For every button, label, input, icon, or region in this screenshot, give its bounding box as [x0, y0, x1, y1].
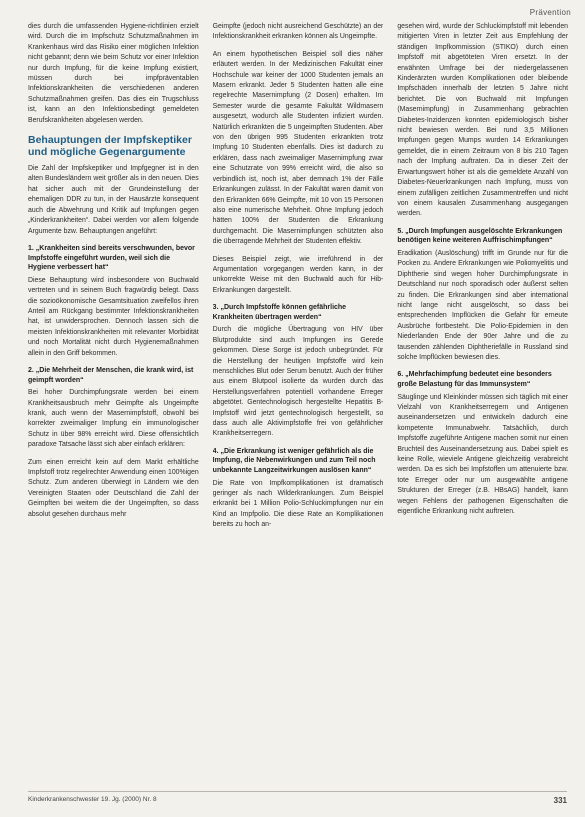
paragraph: Die Rate von Impfkomplikationen ist dramatisch geringer als nach Wilderkrankungen. Zum Beispiel erkrankt bei 1 Million Polio-Schluckimpfungen nur ein Kind an Impfpolio. Die diese Rate an Komplikationen bereits zu hoch an- [212, 479, 384, 529]
paragraph: Zum einen erreicht kein auf dem Markt erhältliche Impfstoff trotz regelrechter Anwendung einen 100%igen Schutz. Zum anderen überwiegt in Ländern wie den Vereinigten Staaten oder Deutschland die Zahl der Geimpften bei weitem die der Ungeimpften, so dass absolut gesehen durchaus mehr [28, 458, 199, 518]
paragraph: gesehen wird, wurde der Schluckimpfstoff mit lebenden mitigierten Viren in letzter Zeit aus Empfehlung der ständigen Impfkommission (STIKO) durch einen Impfstoff mit abgetöteten Viren ersetzt. In der erwähnten Umfrage bei der niedergelassenen Kinderärzten wurden Komplikationen oder bleibende Impfschäden innerhalb der letzten 5 Jahre nicht berichtet. Die von Buchwald mit Impfungen (Masernimpfung) in Zusammenhang gebrachten Diabetes-Inzidenzen konnten epidemiologisch bisher nicht bewiesen werden. Bei rund 3,5 Millionen Impfungen gegen Mumps wurden 14 Erkrankungen gemeldet, die in einem Zeitraum von 8 bis 210 Tagen nach der Impfung auftraten. Da in dieser Zeit der Erwartungswert höher ist als die gemeldete Anzahl von Diabetes-Neuerkrankungen nach Impfung, muss von einem zufälligen zeitlichen Zusammentreffen und nicht von einem kausalen Zusammenhang ausgegangen werden. [397, 23, 569, 218]
paragraph: Diese Behauptung wird insbesondere von Buchwald vertreten und in seinem Buch fragwürdig belegt. Dass die sozioökonomische Gesamtsituation zweifellos ihren Anteil am Rückgang bestimmter Infektionskrankheiten hat, ist unwidersprochen. Dennoch lassen sich die meisten Infektionskrankheiten mit relevanter Morbidität und noch Mortalität nicht durch Hygienemaßnahmen allein in den Griff bekommen. [28, 276, 199, 357]
article-body [28, 22, 568, 782]
paragraph: Durch die mögliche Übertragung von HIV über Blutprodukte sind auch Impfungen ins Gerede gekommen. Diese Sorge ist jedoch unbegründet. Für die Herstellung der heutigen Impfstoffe wird kein menschliches Blut oder Serum benutzt. Auch der früher aus einem Blutpool isolierte da wurden durch das Herstellungsverfahren potentiell vorhandene Erreger abgetötet. Gentechnologisch hergestellte Hepatitis B-Impfstoff wird jetzt gentechnologisch hergestellt, so dass auch alle Aktivimpfstoffe frei von gefährlicher Krankheitserregern. [212, 326, 384, 438]
column-3 [397, 22, 568, 782]
paragraph: Die Zahl der Impfskeptiker und Impfgegner ist in den alten Bundesländern weit größer als in den neuen. Dies hat sicher auch mit der Grundeinstellung der ehemaligen DDR zu tun, in der Hausärzte konsequent auch die Abwehrung und Kritik auf Impfungen gegen „Kinderkrankheiten“. Dabei werden vor allem folgende Argumente bzw. Behauptungen angeführt: [28, 165, 199, 235]
paragraph: Dieses Beispiel zeigt, wie irreführend in der Argumentation vorgegangen werden kann, in der unkorrekte Weise mit den Buchwald auch für Hib-Erkrankungen dargestellt. [212, 255, 384, 294]
column-1 [28, 22, 199, 782]
subheading-claim-6: 6. „Mehrfachimpfung bedeutet eine besonders große Belastung für das Immunsystem“ [397, 371, 552, 388]
paragraph: An einem hypothetischen Beispiel soll dies näher erläutert werden. In der Medizinischen Fakultät einer Hochschule war keiner der 1000 Studenten jemals an Masern erkrankt. Jeder 5 Studenten hatten alle eine regelrechte Masernimpfung (2 Dosen) erhalten. Im Semester wurde die gesamte Fakultät Wildmasern ausgesetzt, wodurch alle Studenten infiziert wurden. Natürlich erkrankten die 5 ungeimpften Studenten. Aber von den übrigen 995 Studenten erkrankten trotz Impfung 10 Studenten ebenfalls. Dies ist dadurch zu erklären, dass nach zweimaliger Masernimpfung zwar eine Schutzrate von 99% erreicht wird, die also so verbindlich ist, noch ist, aber demnach 1% der Fälle Erkrankungen zulässt. In der Fakultät waren damit von den Erkrankten 66% Geimpfte, mit 10 von 15 Personen also eine numerische Mehrheit. Ohne Impfung jedoch hätten 100% der Studenten die Erkrankung durchgemacht. Die Masernimpfungen schützten also die überragende Mehrheit der Studenten effektiv. [212, 50, 384, 246]
subheading-claim-3: 3. „Durch Impfstoffe können gefährliche Krankheiten übertragen werden“ [212, 304, 347, 321]
section-tag: Prävention [529, 8, 571, 17]
journal-citation: Kinderkrankenschwester 19. Jg. (2000) Nr. 8 [28, 796, 157, 803]
subheading-claim-5: 5. „Durch Impfungen ausgelöschte Erkrankungen benötigen keine weiteren Auffrischimpfungen“ [397, 227, 563, 245]
paragraph: Geimpfte (jedoch nicht ausreichend Geschützte) an der Infektionskrankheit erkranken können als Ungeimpfte. [212, 23, 384, 41]
subheading-claim-2: 2. „Die Mehrheit der Menschen, die krank wird, ist geimpft worden“ [28, 366, 194, 384]
page-number: 331 [553, 796, 567, 805]
column-2 [213, 22, 384, 782]
section-heading: Behauptungen der Impfskeptiker und mögliche Gegenargumente [28, 134, 192, 159]
subheading-claim-4: 4. „Die Erkrankung ist weniger gefährlich als die Impfung, die Nebenwirkungen und zum Teil noch unbekannte Langzeitwirkungen auslösen kann“ [212, 447, 376, 474]
paragraph: Säuglinge und Kleinkinder müssen sich täglich mit einer Vielzahl von Krankheitserregern und Antigenen auseinandersetzen und entwickeln dadurch eine kompetente Immunabwehr. Tatsächlich, durch Impfstoffe zugeführte Antigene machen somit nur einen Bruchteil des Auseinandersetzung aus. Dabei spielt es keine Rolle, wieviele Antigene gleichzeitig verabreicht werden. Da es sich bei Impfstoffen um attenuierte bzw. tote Erreger oder nur um ausgewählte antigene Strukturen der Erreger (z.B. HBsAG) handelt, kann wegen Fehlens der pathogenen Eigenschaften die eigentliche Erkrankung nicht auftreten. [397, 393, 569, 516]
paragraph: dies durch die umfassenden Hygiene-richtlinien erzielt wird. Durch die im Impfschutz Schutzmaßnahmen im Krankenhaus wird das Risiko einer möglichen Infektion nicht gebannt; denn wie beim Schutz vor einer Infektion nur durch Impfung, für die keine Impfung existiert, müssen durch bei impfpräventablen Infektionskrankheiten die verschiedenen anderen Schutzmaßnahmen greifen. Das dies ein Trugschluss ist, kann an den Infektionsbedingt gemeldeten Berufskrankheiten abgelesen werden. [28, 23, 199, 124]
subheading-claim-1: 1. „Krankheiten sind bereits verschwunden, bevor Impfstoffe eingeführt wurden, weil sich die Hygiene verbessert hat“ [28, 244, 195, 272]
paragraph: Bei hoher Durchimpfungsrate werden bei einem Krankheitsausbruch mehr Geimpfte als Ungeimpfte krank, auch wenn der Masernimpfstoff, obwohl bei korrekter zweimaliger Impfung ein immunologischer Schutz in über 98% erreicht wird. Diese offensichtlich paradoxe Tatsache lässt sich aber einfach erklären: [28, 389, 199, 449]
paragraph: Eradikation (Auslöschung) trifft im Grunde nur für die Pocken zu. Andere Erkrankungen wie Poliomyelitis und Diphtherie sind wegen hoher Durchimpfungsrate in Deutschland nur noch sporadisch oder äußerst selten zu finden. Die Erkrankungen sind aber international nicht lange nicht ausgelöscht, so dass bei entsprechenden Impflücken die Gefahr für erneute Ausbrüche fortbesteht. Die Polio-Epidemien in den Niederlanden Ende der 90er Jahre und die zu tausenden zählenden Diphtheriefälle in Russland sind solche Impflücken bewiesen dies. [397, 249, 569, 361]
page-footer [28, 791, 567, 805]
